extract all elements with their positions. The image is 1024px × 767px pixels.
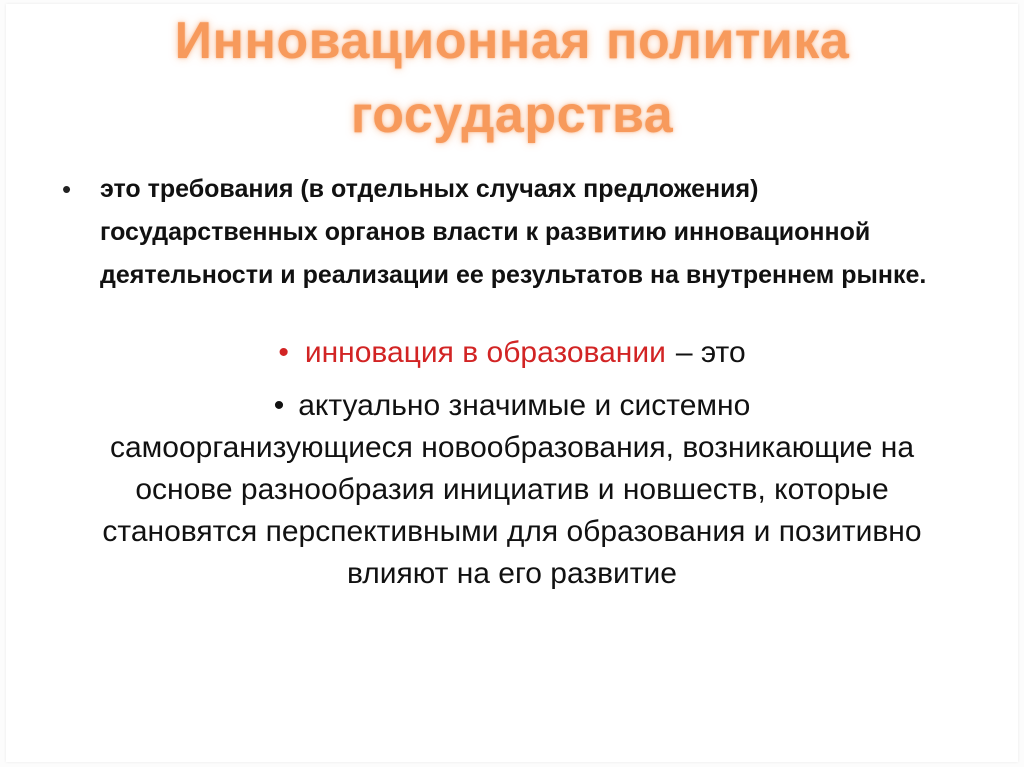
- definition-rest: самоорганизующиеся новообразования, возникающие на основе разнообразия инициатив и новшеств, которые становятся перспективными для образования и позитивно влияют на его развитие: [102, 431, 922, 590]
- definition-first-line: актуально значимые и системно: [298, 389, 751, 422]
- slide-title: [0, 4, 1024, 152]
- title-line-1: Инновационная политика: [174, 12, 850, 70]
- bullet-marker: •: [278, 336, 289, 369]
- bullet-marker: •: [273, 389, 285, 422]
- innovation-bullet: [0, 332, 1024, 374]
- innovation-term: инновация в образовании: [304, 336, 666, 369]
- innovation-definition-bullet: [0, 385, 1024, 595]
- policy-definition-text: это требования (в отдельных случаях предложения) государственных органов власти к развитию инновационной деятельности и реализации ее результатов на внутреннем рынке.: [100, 175, 927, 289]
- title-line-2: государства: [350, 86, 674, 144]
- bullet-marker: •: [62, 174, 72, 204]
- definition-line-1: [0, 385, 1024, 427]
- innovation-suffix: – это: [675, 336, 746, 369]
